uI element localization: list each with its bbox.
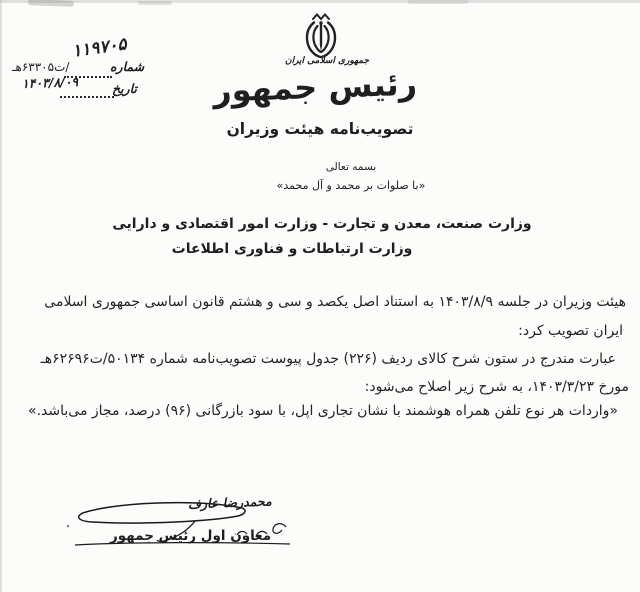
signatory-name: محمدرضا عارف bbox=[187, 493, 272, 512]
addressee-ministries-line1: وزارت صنعت، معدن و تجارت - وزارت امور اقتصادی و دارایی bbox=[112, 216, 532, 232]
scan-smudge bbox=[408, 0, 468, 4]
signatory-title: معاون اول رئیس جمهور bbox=[110, 528, 272, 544]
resolution-number-printed: /ت۶۳۳۰۵هـ bbox=[12, 60, 70, 74]
scan-edge-artifact bbox=[0, 0, 2, 592]
dotted-line bbox=[60, 82, 114, 98]
body-paragraph1-line1: هیئت وزیران در جلسه ۱۴۰۳/۸/۹ به استناد اصل یکصد و سی و هشتم قانون اساسی جمهوری اسلامی bbox=[44, 294, 626, 310]
scan-edge-artifact bbox=[0, 0, 640, 3]
number-label: شماره bbox=[110, 59, 145, 74]
letterhead-office-calligraphy: رئیس جمهور bbox=[212, 64, 418, 110]
letterhead-doc-type: تصویب‌نامه هیئت وزیران bbox=[226, 120, 414, 138]
body-paragraph1-line2: ایران تصویب کرد: bbox=[518, 323, 623, 339]
scan-smudge bbox=[28, 0, 74, 7]
amendment-quote-line: «واردات هر نوع تلفن همراه هوشمند با نشان تجاری اپل، با سود بازرگانی (۹۶) درصد، مجاز می‌باشد.» bbox=[28, 403, 618, 419]
body-paragraph2-line1: عبارت مندرج در ستون شرح کالای ردیف (۲۲۶) جدول پیوست تصویب‌نامه شماره ۵۰۱۳۴/ت۶۲۶۹۶هـ bbox=[40, 351, 616, 367]
date-label: تاریخ bbox=[112, 81, 137, 96]
salawat-line: «با صلوات بر محمد و آل محمد» bbox=[276, 179, 426, 192]
scan-smudge bbox=[138, 1, 172, 5]
date-value-handwritten: ۱۴۰۳/۸/۰۹ bbox=[21, 74, 79, 91]
bismillah-line: بسمه تعالی bbox=[325, 161, 377, 173]
signature-block bbox=[60, 492, 300, 570]
resolution-number-handwritten: ۱۱۹۷۰۵ bbox=[70, 34, 128, 62]
addressee-ministries-line2: وزارت ارتباطات و فناوری اطلاعات bbox=[171, 241, 413, 257]
body-paragraph2-line2: مورخ ۱۴۰۳/۳/۲۳، به شرح زیر اصلاح می‌شود: bbox=[364, 379, 629, 395]
iran-emblem-icon bbox=[299, 13, 343, 61]
letterhead-country: جمهوری اسلامی ایران bbox=[284, 56, 370, 66]
